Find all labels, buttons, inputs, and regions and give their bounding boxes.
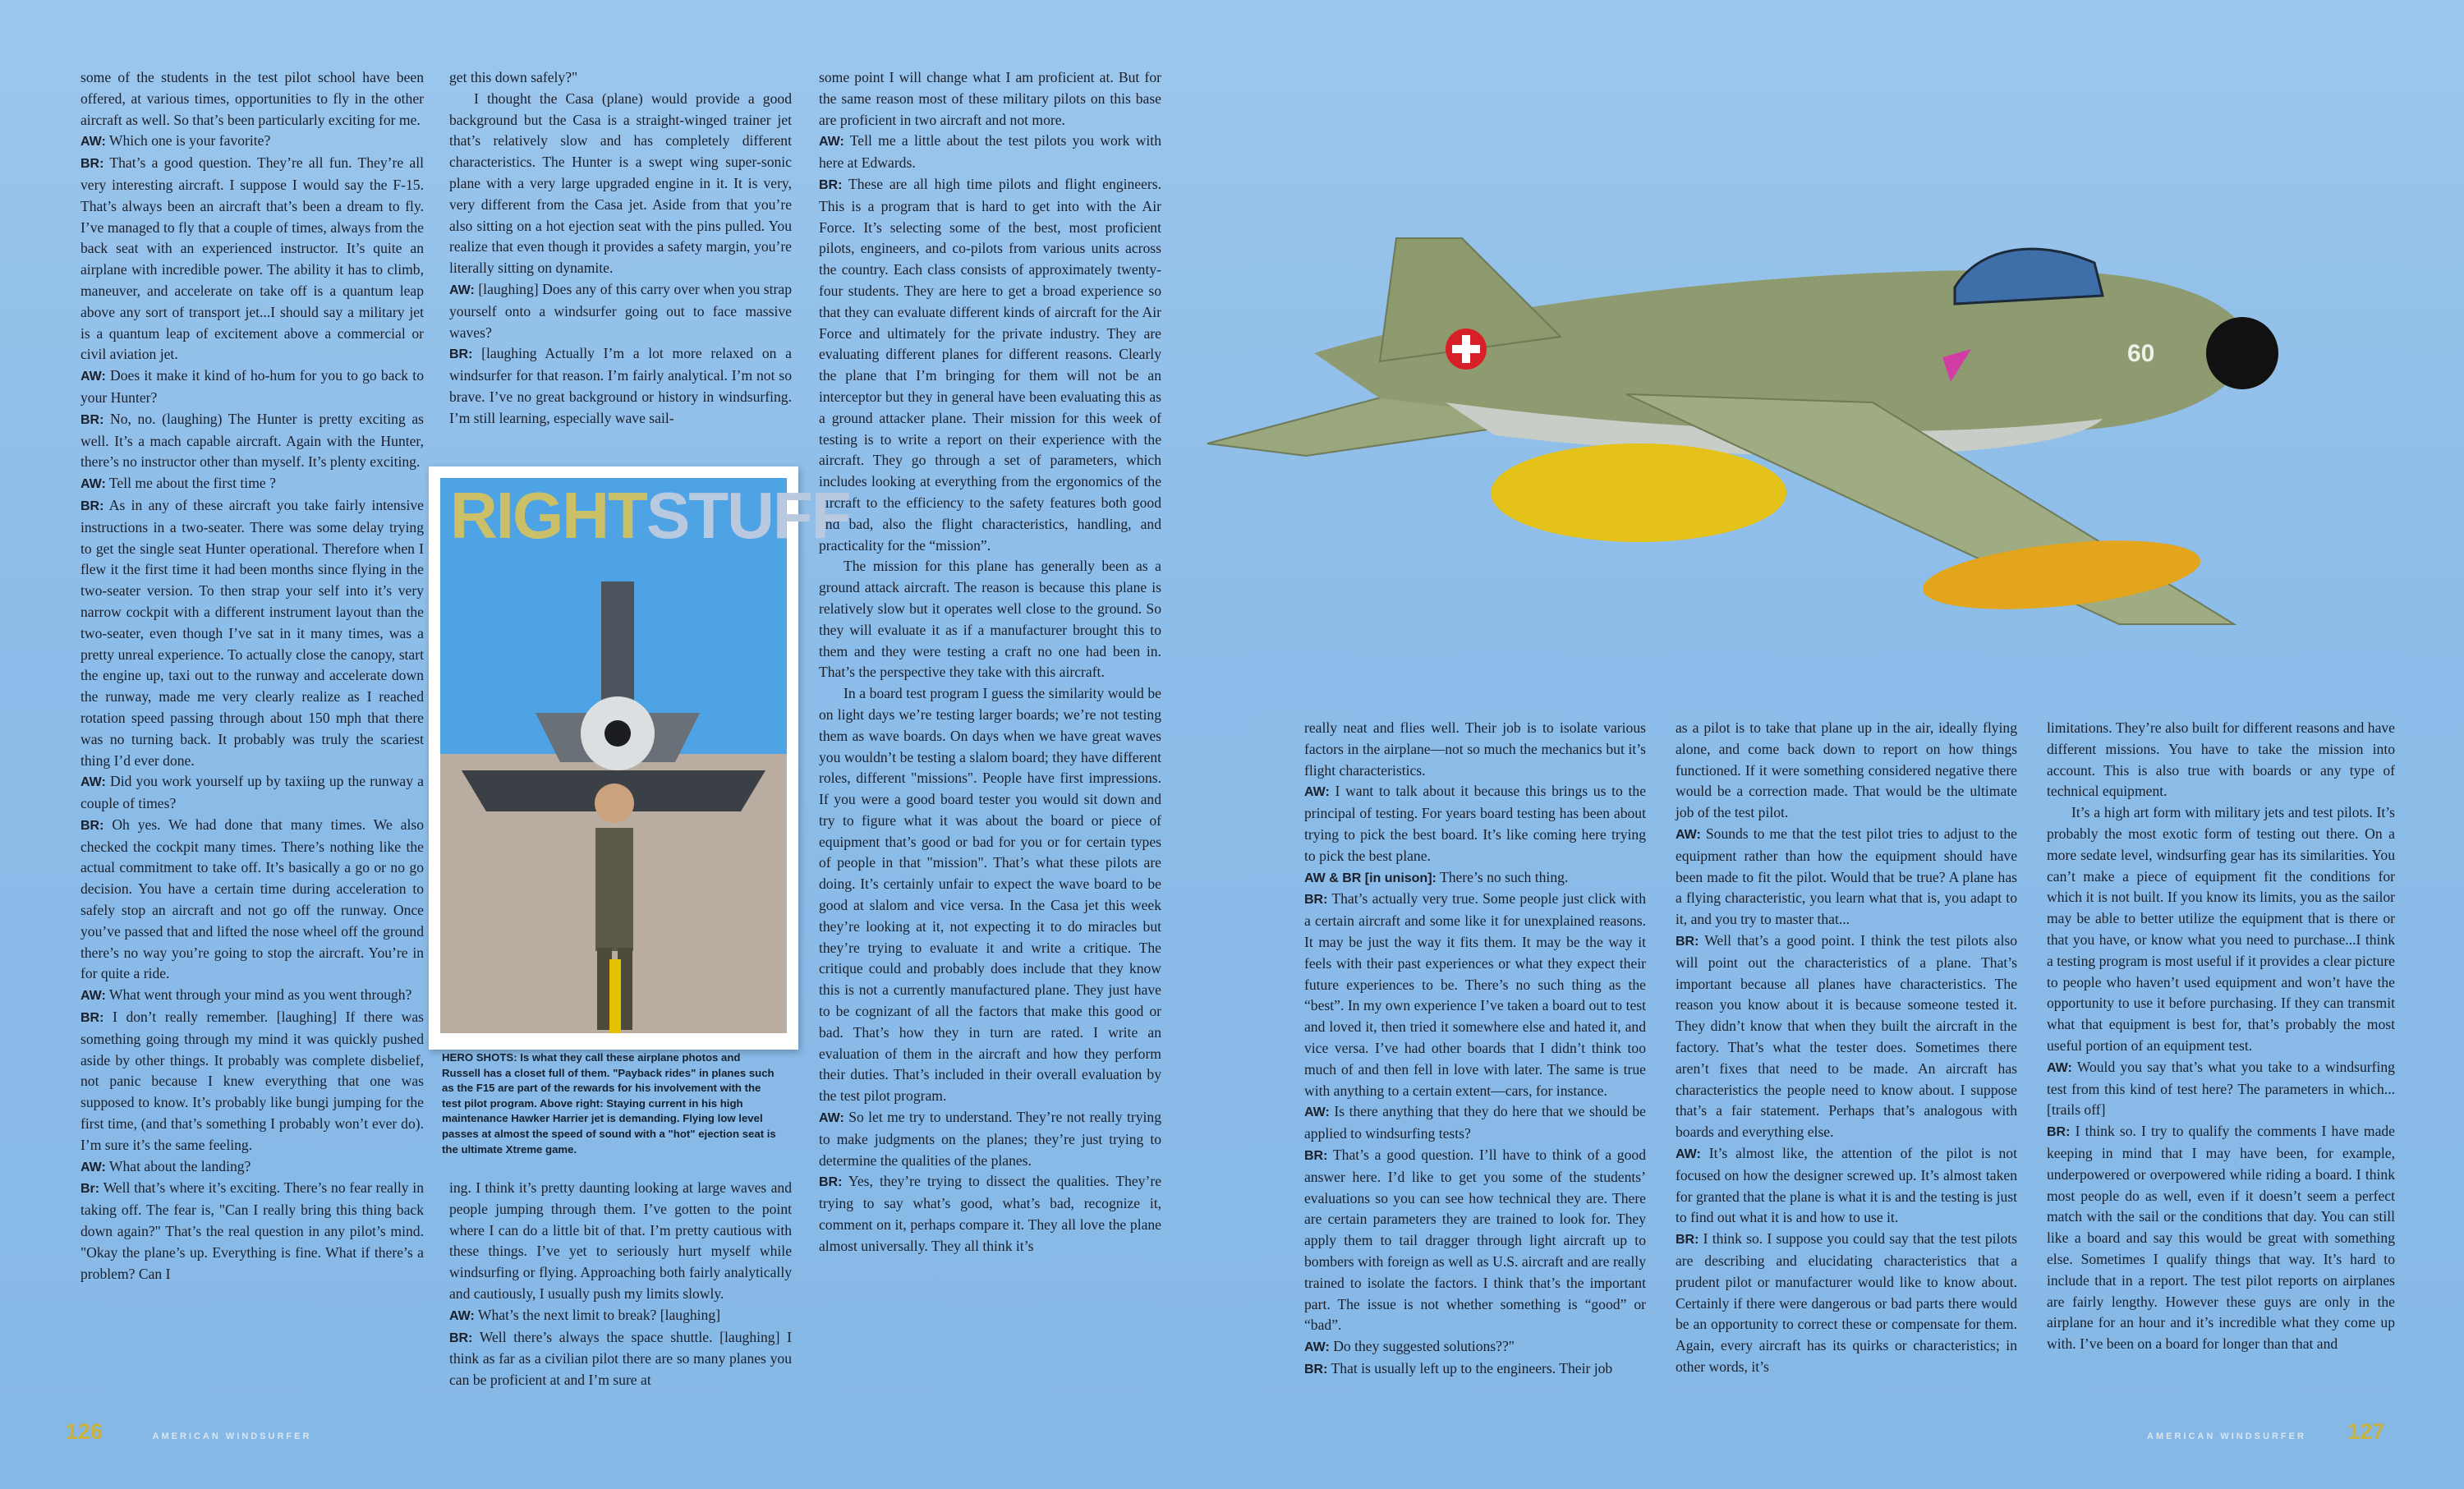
caption-text: Is what they call these airplane photos and Russell has a closet full of them. "Payback rides" in planes such as the F15 are part of the rewards for his involvement with the test pilot program. Above right: Staying current in his high maintenance Hawker Harrier jet is demanding. Flying low level passes at almost the speed of sound with a "hot" ejection seat is the ultimate Xtreme game. (442, 1051, 776, 1156)
paragraph-text: I think so. I try to qualify the comments I have made keeping in mind that I may have been, for example, underpowered or overpowered while riding a board. I think most people do as well, even if it doesn’t seem a perfect match with the sail or the conditions that day. You can still like a board and say this would be great with something else. Sometimes I qualify things that way. It’s hard to include that in a report. The test pilot reports on airplanes are fairly lengthy. However these guys are only in the airplane for an hour and it’s incredible what they come up with. I’ve been on a board for longer than that and (2047, 1123, 2395, 1353)
paragraph-text: Well that’s a good point. I think the test pilots also will point out the characteristics of a plane. That’s important because all planes have characteristics. The reason you know about it is because someone tested it. They didn’t know that when they built the aircraft in the factory. That’s what the tester does. Sometimes there aren’t fixes that need to be made. An aircraft has characteristics the people need to know about. I suppose that’s a fair statement. Perhaps that’s analogous with boards and everything else. (1676, 931, 2017, 1141)
paragraph (819, 131, 1161, 174)
left-col2-top (449, 67, 792, 430)
paragraph (80, 365, 424, 409)
speaker-label: AW: (80, 477, 106, 492)
paragraph (80, 409, 424, 473)
paragraph-text: really neat and flies well. Their job is to isolate various factors in the airplane—not so much the mechanics but it’s flight characteristics. (1304, 719, 1646, 779)
speaker-label: BR: (449, 1330, 473, 1345)
paragraph (80, 495, 424, 771)
speaker-label: BR: (1304, 1148, 1328, 1163)
paragraph-text: There’s no such thing. (1439, 868, 1569, 885)
paragraph-text: What’s the next limit to break? [laughing] (477, 1306, 721, 1323)
paragraph (2047, 1057, 2395, 1121)
paragraph-text: These are all high time pilots and flight engineers. This is a program that is hard to get into with the Air Force. It’s selecting some of the best, most proficient pilots, engineers, and co-pilots from various units across the country. Each class consists of approximately twenty-four students. They are here to get a broad experience so that they can evaluate different kinds of aircraft for the Air Force and ultimately for the private industry. They are evaluating different planes for different reasons. Clearly the plane that I’m bringing for them will not be an interceptor but they in general have been evaluating this as a ground attacker plane. Their mission for this week of testing is to write a report on their experience with the aircraft. They go through a set of parameters, which includes looking at everything from the ergonomics of the aircraft to the efficiency to the safety features both good and bad, also the flight characteristics, handling, and practicality for the “mission”. (819, 175, 1161, 554)
paragraph (1304, 867, 1646, 889)
paragraph (819, 67, 1161, 131)
paragraph (819, 1107, 1161, 1171)
paragraph-text: get this down safely?" (449, 69, 578, 85)
inset-title-stuff: STUFF (646, 479, 850, 552)
paragraph (80, 815, 424, 985)
paragraph (1304, 1145, 1646, 1336)
paragraph-text: Is there anything that they do here that we should be applied to windsurfing tests? (1304, 1103, 1646, 1142)
paragraph (1676, 1229, 2017, 1378)
paragraph-text: Yes, they’re trying to dissect the qualities. They’re trying to say what’s good, what’s bad, recognize it, comment on it, perhaps compare it. They all love the plane almost universally. They all think it’s (819, 1173, 1161, 1254)
speaker-label: BR: (80, 412, 104, 427)
speaker-label: AW: (1676, 827, 1701, 842)
left-col3 (819, 67, 1161, 1257)
paragraph-text: I thought the Casa (plane) would provide a good background but the Casa is a straight-winged trainer jet that’s relatively slow and has completely different characteristics. The Hunter is a swept wing super-sonic plane with a very large upgraded engine in it. It is very, very different from the Casa jet. Aside from that you’re also sitting on a hot ejection seat with the pins pulled. You realize that even though it provides a safety margin, you’re literally sitting on dynamite. (449, 90, 792, 277)
paragraph-text: Do they suggested solutions??" (1333, 1338, 1515, 1355)
speaker-label: BR: (80, 499, 104, 513)
paragraph (449, 67, 792, 89)
paragraph (80, 67, 424, 131)
paragraph (80, 1007, 424, 1156)
paragraph (449, 1327, 792, 1391)
paragraph-text: Does it make it kind of ho-hum for you to go back to your Hunter? (80, 367, 424, 406)
paragraph-text: Tell me about the first time ? (108, 475, 276, 492)
paragraph (80, 153, 424, 365)
paragraph-text: I don’t really remember. [laughing] If there was something going through my mind it was quickly pushed aside by other things. It probably was complete disbelief, not panic because I knew everything that one was supposed to know. It’s probably like bungi jumping for the first time, (and that’s something I probably won’t ever do). I’m sure it’s the same feeling. (80, 1009, 424, 1153)
paragraph-text: Would you say that’s what you take to a windsurfing test from this kind of test here? The parameters in which...[trails off] (2047, 1058, 2395, 1119)
paragraph-text: limitations. They’re also built for different reasons and have different missions. You have to take the mission into account. This is also true with boards or any type of technical equipment. (2047, 719, 2395, 800)
speaker-label: AW: (80, 1160, 106, 1174)
paragraph-text: No, no. (laughing) The Hunter is pretty exciting as well. It’s a mach capable aircraft. Again with the Hunter, there’s no instructor other than myself. It’s plenty exciting. (80, 410, 425, 471)
paragraph-text: Sounds to me that the test pilot tries to adjust to the equipment rather than how the equipment should have been made to fit the pilot. Would that be true? A plane has a flying characteristic, you learn what that is, you adapt to it, and you try to master that... (1676, 825, 2017, 928)
right-col4 (1304, 718, 1646, 1381)
paragraph-text: In a board test program I guess the similarity would be on light days we’re testing larger boards; we’re not testing them as wave boards. On days when we have great waves you wouldn’t be testing a slalom board; they have different roles, different "missions". People have first impressions. If you were a good board tester you would sit down and try to figure what it was about the board or piece of equipment that’s good or bad for you or for certain types of people in that "mission". That’s what these pilots are doing. It’s certainly unfair to expect the wave board to be good at slalom and vice versa. In the Casa jet this week they’re looking at it, not expecting it to do miracles but they’re trying to evaluate it and write a critique. The critique could and probably does include that they know this is not a currently manufactured plane. They just have to be cognizant of all the factors that make this good or bad. That’s how they in turn are rated. I write an evaluation of them in the aircraft and how they perform their duties. That’s included in their overall evaluation by the test pilot program. (819, 685, 1161, 1105)
speaker-label: AW: (449, 283, 475, 297)
speaker-label: AW & BR [in unison]: (1304, 871, 1437, 885)
speaker-label: AW: (819, 135, 844, 149)
paragraph (819, 683, 1161, 1107)
paragraph-text: as a pilot is to take that plane up in the air, ideally flying alone, and come back down to report on how things functioned. If it were something considered negative there would be a correction made. That would be the ultimate job of the test pilot. (1676, 719, 2017, 821)
speaker-label: AW: (1676, 1147, 1701, 1161)
paragraph (2047, 718, 2395, 802)
inset-photo-frame (429, 466, 850, 1050)
paragraph (819, 174, 1161, 556)
paragraph (80, 473, 424, 495)
speaker-label: AW: (80, 370, 106, 384)
speaker-label: BR: (819, 1175, 843, 1190)
right-col6 (2047, 718, 2395, 1355)
inset-title-right: RIGHT (450, 479, 646, 552)
speaker-label: AW: (1304, 1340, 1330, 1355)
speaker-label: AW: (1304, 1105, 1330, 1120)
paragraph (1676, 1143, 2017, 1229)
speaker-label: AW: (819, 1111, 844, 1126)
paragraph-text: That’s actually very true. Some people just click with a certain aircraft and some like it for unexplained reasons. It may be just the way it fits them. It may be the way it feels with their past experiences or what they expect their future experiences to be. There’s no such thing as the “best”. In my own experience I’ve taken a board out to test and loved it, then tried it somewhere else and hated it, and vice versa. I’ve had other boards that I didn’t think too much of and then fell in love with later. The same is true with anything to a certain extent—cars, for instance. (1304, 890, 1646, 1099)
paragraph (449, 279, 792, 343)
folio-right (2147, 1419, 2384, 1445)
speaker-label: BR: (80, 818, 104, 833)
speaker-label: BR: (1304, 893, 1328, 908)
speaker-label: Br: (80, 1182, 100, 1197)
paragraph-text: So let me try to understand. They’re not really trying to make judgments on the planes; they’re just trying to determine the qualities of the planes. (819, 1109, 1161, 1169)
inset-title (450, 479, 850, 552)
page-number-left: 126 (66, 1419, 103, 1444)
paragraph (449, 343, 792, 429)
paragraph-text: Which one is your favorite? (108, 132, 271, 149)
paragraph-text: The mission for this plane has generally been as a ground attack aircraft. The reason is because this plane is relatively slow but it operates well close to the ground. So they will evaluate it as if a manufacturer brought this to them and they were testing a craft no one had been in. That’s the perspective they take with this aircraft. (819, 558, 1161, 681)
paragraph-text: some point I will change what I am proficient at. But for the same reason most of these military pilots on this base are proficient in two aircraft and not more. (819, 69, 1161, 128)
paragraph-text: Did you work yourself up by taxiing up the runway a couple of times? (80, 773, 424, 812)
photo-caption (442, 1050, 779, 1157)
paragraph (819, 556, 1161, 683)
folio-left (66, 1419, 311, 1445)
paragraph (449, 1178, 792, 1305)
paragraph-text: [laughing Actually I’m a lot more relaxed on a windsurfer for that reason. I’m fairly analytical. I’m not so brave. I’ve no great background or history in windsurfing. I’m still learning, especially wave sail- (449, 345, 792, 426)
speaker-label: BR: (819, 177, 843, 192)
paragraph (1676, 824, 2017, 931)
hawker-hunter-jet-photo (1035, 214, 2464, 673)
paragraph (2047, 802, 2395, 1057)
speaker-label: AW: (1304, 785, 1330, 800)
speaker-label: BR: (2047, 1125, 2071, 1140)
paragraph (1304, 1358, 1646, 1381)
paragraph (80, 985, 424, 1007)
paragraph (1304, 889, 1646, 1101)
left-col2-bottom (449, 1178, 792, 1391)
paragraph-text: What went through your mind as you went through? (108, 986, 412, 1004)
paragraph-text: It’s almost like, the attention of the pilot is not focused on how the designer screwed up. It’s almost taken for granted that the plane is what it is and the testing is just to find out what it is and how to use it. (1676, 1144, 2017, 1226)
paragraph-text: Well there’s always the space shuttle. [laughing] I think as far as a civilian pilot there are so many planes you can be proficient at and I’m sure at (449, 1328, 792, 1389)
paragraph-text: I think so. I suppose you could say that the test pilots are describing and elucidating characteristics that a prudent pilot or manufacturer would like to know about. Certainly if there were dangerous or bad parts there would be an opportunity to correct these or compensate for them. Again, every aircraft has its quirks or characteristics; in other words, it’s (1676, 1230, 2017, 1375)
jet-number: 60 (2127, 340, 2155, 367)
speaker-label: BR: (449, 347, 473, 362)
speaker-label: BR: (80, 1011, 104, 1026)
paragraph-text: [laughing] Does any of this carry over when you strap yourself onto a windsurfer going out to face massive waves? (449, 280, 792, 341)
magazine-name-left: AMERICAN WINDSURFER (152, 1432, 312, 1441)
paragraph-text: Well that’s where it’s exciting. There’s no fear really in taking off. The fear is, "Can I really bring this thing back down again?" That’s the real question in any pilot’s mind. "Okay the plane’s up. Everything is fine. What if there’s a problem? Can I (80, 1179, 424, 1282)
paragraph-text: That is usually left up to the engineers. Their job (1331, 1359, 1613, 1376)
paragraph-text: Oh yes. We had done that many times. We also checked the cockpit many times. There’s nothing like the actual commitment to take off. It’s basically a go or no go decision. You have a certain time during acceleration to safely stop an aircraft and not go off the runway. Once you’ve passed that and lifted the nose wheel off the ground there’s no way you’re going to stop the aircraft. You’re in for quite a ride. (80, 816, 424, 982)
right-col5 (1676, 718, 2017, 1378)
paragraph-text: It’s a high art form with military jets and test pilots. It’s probably the most exotic form of testing out there. On a more sedate level, windsurfing gear has its similarities. You can’t make a piece of equipment fit the conditions for which it is not built. If you know its limits, you as the sailor may be able to better utilize the equipment that is there or that you have, or know what you need to purchase...I think a testing program is most useful if it provides a clear picture to people who haven’t used equipment and won’t have the opportunity to use it before purchasing. If they can transmit what that equipment is best for, that’s probably the most useful portion of an equipment test. (2047, 804, 2395, 1054)
caption-lead: HERO SHOTS: (442, 1051, 517, 1064)
paragraph (1304, 781, 1646, 866)
paragraph (1304, 1101, 1646, 1145)
paragraph (80, 1178, 424, 1284)
paragraph-text: As in any of these aircraft you take fairly intensive instructions in a two-seater. There was some delay trying to get the single seat Hunter operational. Therefore when I flew it the first time it had been months since flying in the two-seater version. To then strap your self into it’s very narrow cockpit with a different instrument layout than the two-seater, even though I’ve sat in it many times, was a pretty unreal experience. To actually close the canopy, start the engine up, taxi out to the runway and accelerate down the runway, made me very clearly realize as I reached rotation speed passing through about 150 mph that there was no turning back. It probably was truly the scariest thing I’d ever done. (80, 496, 424, 769)
speaker-label: AW: (80, 775, 106, 790)
paragraph-text: That’s a good question. I’ll have to think of a good answer here. I’d like to get you some of the students’ evaluations so you can see how technical they are. There are certain parameters they are trained to look for. They apply them to tail dragger through light aircraft up to bombers with foreign as well as U.S. aircraft and are really trained to isolate the factors. I think that’s the important part. The issue is not whether something is “good” or “bad”. (1304, 1146, 1646, 1334)
speaker-label: AW: (80, 989, 106, 1004)
paragraph (1304, 718, 1646, 781)
paragraph (1676, 931, 2017, 1143)
paragraph-text: That’s a good question. They’re all fun. They’re all very interesting aircraft. I suppose I would say the F-15. That’s always been an aircraft that’s been a dream to fly. I’ve managed to fly that a couple of times, always from the back seat with an experienced instructor. It’s quite an airplane with incredible power. The ability it has to climb, maneuver, and accelerate on take off is a quantum leap above any sort of transport jet...I should say a military jet is a quantum leap of excitement above a commercial or civil aviation jet. (80, 154, 424, 363)
page-number-right: 127 (2347, 1419, 2385, 1444)
paragraph (1676, 718, 2017, 824)
paragraph (449, 89, 792, 279)
paragraph (449, 1305, 792, 1327)
speaker-label: BR: (1676, 934, 1699, 949)
pilot-with-jet-photo (429, 466, 798, 1050)
paragraph (80, 771, 424, 815)
paragraph (1304, 1336, 1646, 1358)
speaker-label: BR: (1676, 1233, 1699, 1248)
speaker-label: AW: (2047, 1060, 2072, 1075)
speaker-label: BR: (80, 157, 104, 172)
paragraph-text: Tell me a little about the test pilots you work with here at Edwards. (819, 132, 1161, 172)
speaker-label: AW: (80, 135, 106, 149)
magazine-name-right: AMERICAN WINDSURFER (2147, 1432, 2306, 1441)
paragraph (819, 1171, 1161, 1257)
paragraph-text: some of the students in the test pilot school have been offered, at various times, opportunities to fly in the other aircraft as well. So that’s been particularly exciting for me. (80, 69, 424, 128)
paragraph-text: I want to talk about it because this brings us to the principal of testing. For years board testing has been about trying to pick the best board. It’s like coming here trying to pick the best plane. (1304, 783, 1646, 864)
speaker-label: BR: (1304, 1362, 1328, 1376)
paragraph (80, 1156, 424, 1179)
paragraph (2047, 1121, 2395, 1355)
paragraph-text: What about the landing? (108, 1157, 251, 1174)
speaker-label: AW: (449, 1308, 475, 1323)
paragraph-text: ing. I think it’s pretty daunting looking at large waves and people jumping through them. I’ve gotten to the point where I can do a little bit of that. I’m pretty cautious with these things. I’ve yet to seriously hurt myself while windsurfing or flying. Approaching both fairly analytically and cautiously, I usually push my limits slowly. (449, 1179, 792, 1302)
left-col1 (80, 67, 424, 1284)
paragraph (80, 131, 424, 153)
